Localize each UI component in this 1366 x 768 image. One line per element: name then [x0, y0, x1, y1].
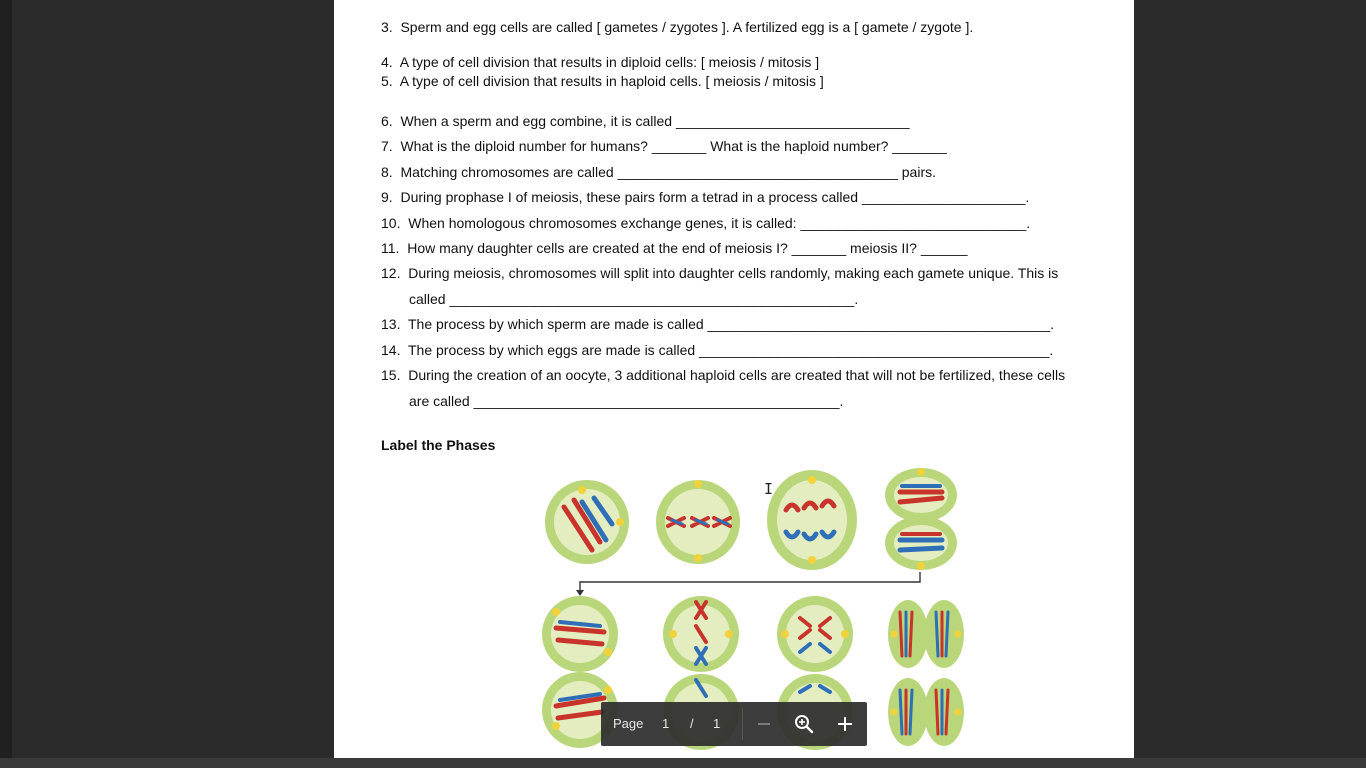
question-9: [381, 188, 1029, 206]
cell-anaphase-1: [767, 470, 857, 570]
question-number: 9.: [381, 189, 393, 205]
arrow-head-icon: [576, 590, 584, 596]
question-13: [381, 315, 1054, 333]
question-text: The process by which sperm are made is called ____________________________________________.: [408, 316, 1055, 332]
cell-telophase-1: [885, 468, 957, 570]
question-6: [381, 112, 910, 130]
question-number: 10.: [381, 215, 401, 231]
question-11: [381, 239, 968, 257]
page-separator: /: [690, 716, 694, 731]
question-number: 11.: [381, 240, 400, 256]
question-text: What is the diploid number for humans? _______ What is the haploid number? _______: [400, 138, 947, 154]
cell-prophase-2-top: [542, 596, 618, 672]
question-number: 15.: [381, 367, 401, 383]
document-page: [334, 0, 1134, 758]
question-4: [381, 53, 819, 71]
question-text: The process by which eggs are made is called _____________________________________________.: [408, 342, 1054, 358]
question-text: During prophase I of meiosis, these pairs form a tetrad in a process called _____________________.: [400, 189, 1030, 205]
question-text: Matching chromosomes are called ____________________________________ pairs.: [400, 164, 936, 180]
toolbar-divider: [742, 708, 743, 740]
question-number: 12.: [381, 265, 401, 281]
question-text: Sperm and egg cells are called [ gametes / zygotes ]. A fertilized egg is a [ gamete / zygote ].: [400, 19, 974, 35]
question-text: When a sperm and egg combine, it is called ______________________________: [400, 113, 910, 129]
magnifier-icon: [796, 716, 812, 732]
viewer-bottom-edge: [0, 758, 1366, 768]
cell-metaphase-2-top: [663, 596, 739, 672]
question-text: How many daughter cells are created at the end of meiosis I? _______ meiosis II? ______: [407, 240, 968, 256]
question-7: [381, 137, 947, 155]
question-text: During the creation of an oocyte, 3 additional haploid cells are created that will not be fertilized, these cells: [408, 367, 1066, 383]
question-number: 4.: [381, 54, 393, 70]
zoom-in-button[interactable]: [833, 712, 857, 736]
question-15: [381, 366, 1066, 409]
current-page-input[interactable]: 1: [662, 716, 670, 731]
question-14: [381, 341, 1053, 359]
question-number: 14.: [381, 342, 401, 358]
question-number: 6.: [381, 113, 393, 129]
cell-anaphase-2-top: [777, 596, 853, 672]
total-pages: 1: [713, 716, 721, 731]
cell-telophase-2-top: [888, 600, 964, 668]
cell-metaphase-1: [656, 480, 740, 564]
plus-icon: [838, 717, 852, 731]
pdf-page-toolbar: [601, 702, 867, 746]
question-text: A type of cell division that results in diploid cells: [ meiosis / mitosis ]: [399, 54, 820, 70]
question-text: During meiosis, chromosomes will split into daughter cells randomly, making each gamete unique. This is: [408, 265, 1059, 281]
cell-telophase-2-bottom: [888, 678, 964, 746]
question-number: 3.: [381, 19, 393, 35]
question-number: 5.: [381, 73, 393, 89]
question-text: When homologous chromosomes exchange genes, it is called: _____________________________.: [408, 215, 1031, 231]
question-number: 7.: [381, 138, 393, 154]
question-5: [381, 72, 824, 90]
question-12: [381, 264, 1059, 307]
question-number: 13.: [381, 316, 401, 332]
question-3: [381, 18, 973, 36]
question-text: A type of cell division that results in haploid cells. [ meiosis / mitosis ]: [399, 73, 824, 89]
connector-line: [580, 572, 920, 592]
text-cursor-icon: I: [764, 480, 774, 498]
left-gutter: [0, 0, 12, 768]
question-text-continued: called ____________________________________________________.: [409, 291, 859, 307]
question-10: [381, 214, 1030, 232]
zoom-button[interactable]: [792, 712, 816, 736]
question-text-continued: are called _______________________________________________.: [409, 393, 844, 409]
question-8: [381, 163, 936, 181]
page-label: Page: [613, 716, 644, 731]
cell-prophase-1: [545, 480, 629, 564]
zoom-out-button[interactable]: [752, 712, 776, 736]
question-number: 8.: [381, 164, 393, 180]
section-title: Label the Phases: [381, 437, 496, 453]
